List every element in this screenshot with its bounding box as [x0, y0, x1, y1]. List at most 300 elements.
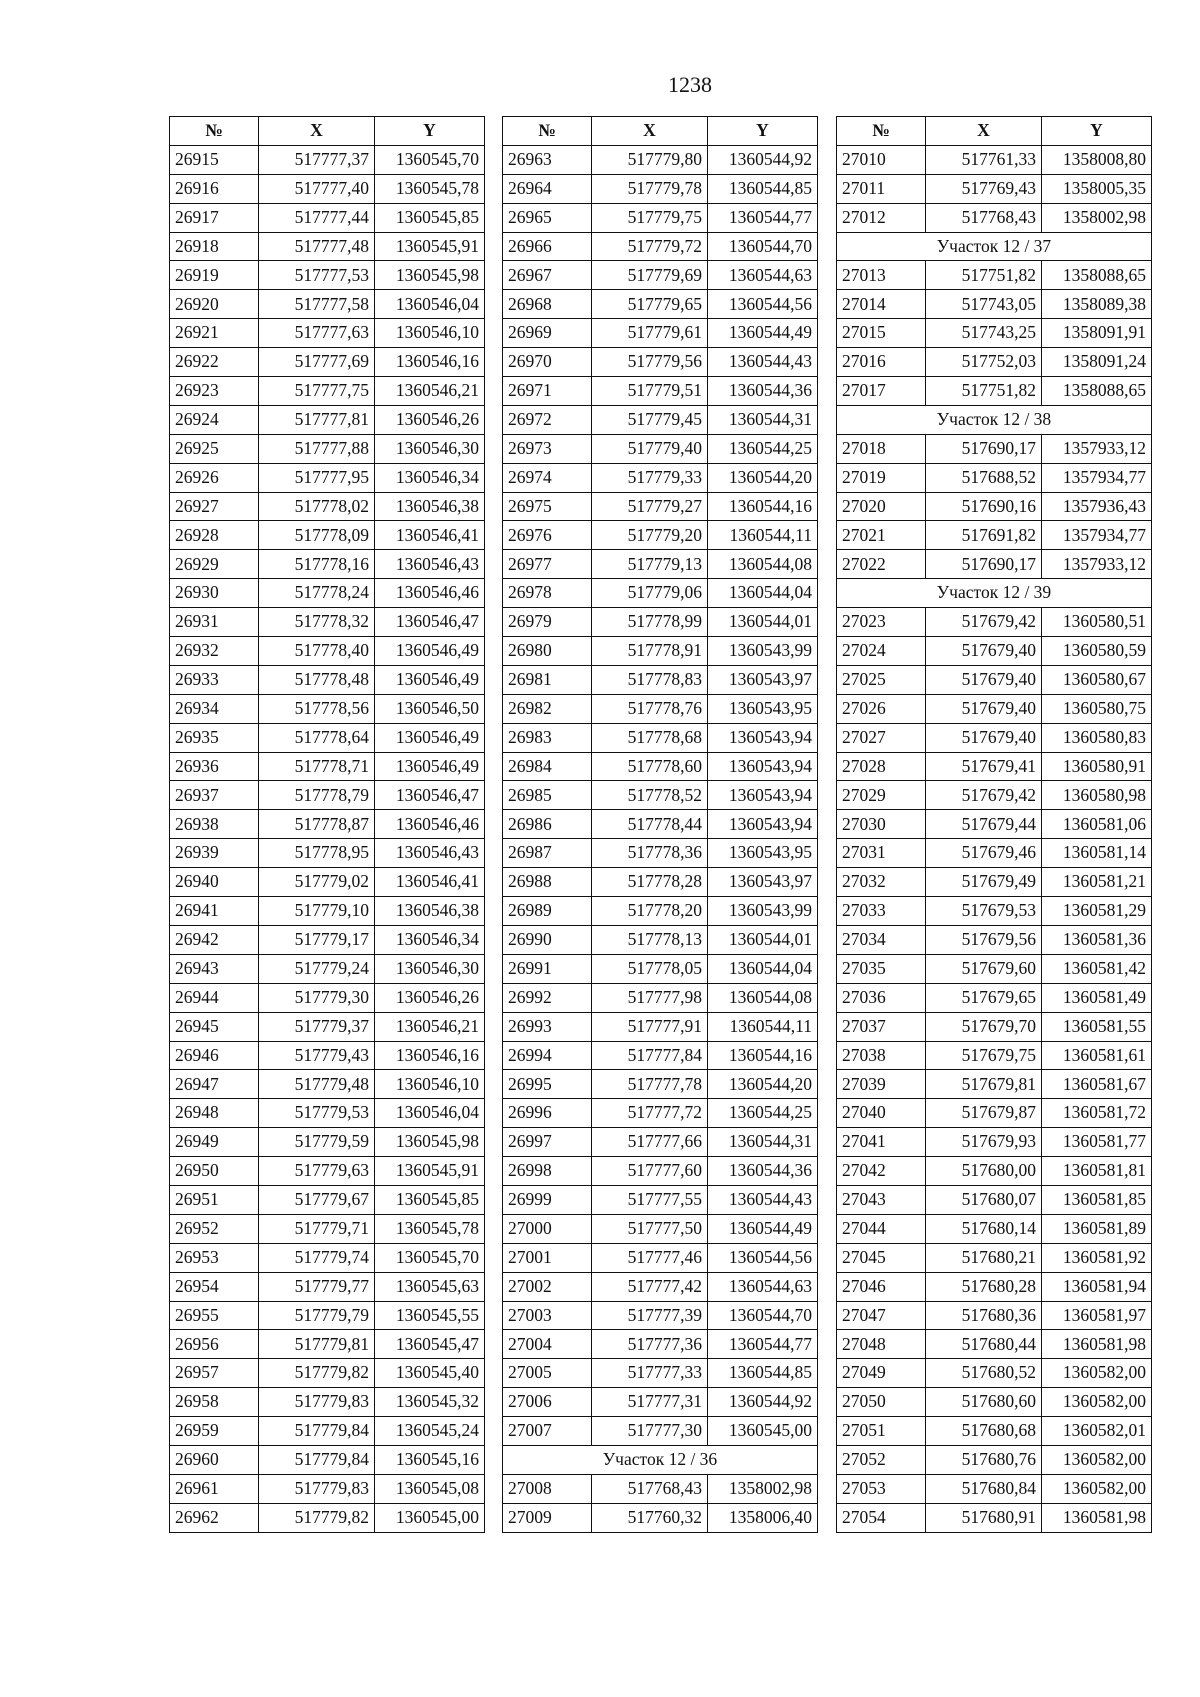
point-number-cell: 27049: [837, 1359, 926, 1388]
section-row: [837, 405, 1152, 434]
x-coordinate-cell: 517778,91: [592, 637, 708, 666]
table-row: [503, 463, 818, 492]
table-row: [503, 550, 818, 579]
y-coordinate-cell: 1360546,47: [375, 781, 485, 810]
x-coordinate-cell: 517779,72: [592, 232, 708, 261]
table-row: [503, 319, 818, 348]
table-row: [837, 1503, 1152, 1532]
y-coordinate-cell: 1360545,40: [375, 1359, 485, 1388]
y-coordinate-cell: 1358006,40: [708, 1503, 818, 1532]
point-number-cell: 26990: [503, 925, 592, 954]
header-number: №: [837, 117, 926, 146]
x-coordinate-cell: 517679,87: [926, 1099, 1042, 1128]
point-number-cell: 26925: [170, 434, 259, 463]
table-row: [170, 377, 485, 406]
table-row: [503, 694, 818, 723]
section-label: Участок 12 / 36: [503, 1445, 818, 1474]
y-coordinate-cell: 1360545,16: [375, 1445, 485, 1474]
point-number-cell: 26984: [503, 752, 592, 781]
point-number-cell: 27003: [503, 1301, 592, 1330]
point-number-cell: 26996: [503, 1099, 592, 1128]
x-coordinate-cell: 517679,56: [926, 925, 1042, 954]
table-row: [503, 781, 818, 810]
table-row: [503, 954, 818, 983]
table-row: [170, 1157, 485, 1186]
table-row: [503, 637, 818, 666]
y-coordinate-cell: 1360546,16: [375, 348, 485, 377]
point-number-cell: 26988: [503, 868, 592, 897]
point-number-cell: 27006: [503, 1388, 592, 1417]
y-coordinate-cell: 1360582,00: [1042, 1359, 1152, 1388]
table-row: [837, 1474, 1152, 1503]
point-number-cell: 26923: [170, 377, 259, 406]
point-number-cell: 26945: [170, 1012, 259, 1041]
x-coordinate-cell: 517779,82: [259, 1503, 375, 1532]
table-row: [170, 1417, 485, 1446]
table-row: [837, 752, 1152, 781]
x-coordinate-cell: 517680,60: [926, 1388, 1042, 1417]
y-coordinate-cell: 1360546,47: [375, 608, 485, 637]
y-coordinate-cell: 1360543,95: [708, 694, 818, 723]
table-row: [837, 1330, 1152, 1359]
y-coordinate-cell: 1360544,49: [708, 319, 818, 348]
y-coordinate-cell: 1360544,11: [708, 1012, 818, 1041]
table-row: [837, 174, 1152, 203]
y-coordinate-cell: 1360543,95: [708, 839, 818, 868]
y-coordinate-cell: 1360546,21: [375, 1012, 485, 1041]
y-coordinate-cell: 1357936,43: [1042, 492, 1152, 521]
point-number-cell: 26944: [170, 983, 259, 1012]
point-number-cell: 27019: [837, 463, 926, 492]
x-coordinate-cell: 517679,81: [926, 1070, 1042, 1099]
table-row: [837, 694, 1152, 723]
table-row: [503, 203, 818, 232]
y-coordinate-cell: 1360544,36: [708, 1157, 818, 1186]
point-number-cell: 27042: [837, 1157, 926, 1186]
point-number-cell: 26920: [170, 290, 259, 319]
point-number-cell: 26973: [503, 434, 592, 463]
y-coordinate-cell: 1360544,31: [708, 1128, 818, 1157]
y-coordinate-cell: 1360545,78: [375, 174, 485, 203]
table-row: [837, 434, 1152, 463]
x-coordinate-cell: 517779,71: [259, 1214, 375, 1243]
y-coordinate-cell: 1360580,59: [1042, 637, 1152, 666]
x-coordinate-cell: 517679,70: [926, 1012, 1042, 1041]
table-row: [170, 434, 485, 463]
table-row: [170, 925, 485, 954]
y-coordinate-cell: 1360546,49: [375, 752, 485, 781]
point-number-cell: 26930: [170, 579, 259, 608]
y-coordinate-cell: 1360543,94: [708, 723, 818, 752]
point-number-cell: 26977: [503, 550, 592, 579]
point-number-cell: 26962: [170, 1503, 259, 1532]
x-coordinate-cell: 517777,33: [592, 1359, 708, 1388]
table-row: [170, 463, 485, 492]
point-number-cell: 26995: [503, 1070, 592, 1099]
section-row: [837, 579, 1152, 608]
y-coordinate-cell: 1360581,72: [1042, 1099, 1152, 1128]
y-coordinate-cell: 1360545,85: [375, 1185, 485, 1214]
y-coordinate-cell: 1360544,20: [708, 1070, 818, 1099]
point-number-cell: 26968: [503, 290, 592, 319]
point-number-cell: 27052: [837, 1445, 926, 1474]
y-coordinate-cell: 1357934,77: [1042, 521, 1152, 550]
point-number-cell: 26971: [503, 377, 592, 406]
point-number-cell: 26965: [503, 203, 592, 232]
x-coordinate-cell: 517679,42: [926, 608, 1042, 637]
point-number-cell: 27001: [503, 1243, 592, 1272]
x-coordinate-cell: 517777,69: [259, 348, 375, 377]
x-coordinate-cell: 517779,83: [259, 1388, 375, 1417]
table-row: [170, 1388, 485, 1417]
point-number-cell: 26954: [170, 1272, 259, 1301]
table-row: [170, 983, 485, 1012]
y-coordinate-cell: 1360544,85: [708, 1359, 818, 1388]
section-label: Участок 12 / 39: [837, 579, 1152, 608]
point-number-cell: 26994: [503, 1041, 592, 1070]
table-row: [503, 1330, 818, 1359]
x-coordinate-cell: 517691,82: [926, 521, 1042, 550]
x-coordinate-cell: 517679,60: [926, 954, 1042, 983]
y-coordinate-cell: 1360544,56: [708, 290, 818, 319]
point-number-cell: 26953: [170, 1243, 259, 1272]
y-coordinate-cell: 1360546,49: [375, 637, 485, 666]
y-coordinate-cell: 1360581,49: [1042, 983, 1152, 1012]
table-row: [837, 550, 1152, 579]
y-coordinate-cell: 1360546,10: [375, 1070, 485, 1099]
x-coordinate-cell: 517778,99: [592, 608, 708, 637]
y-coordinate-cell: 1360545,08: [375, 1474, 485, 1503]
x-coordinate-cell: 517779,84: [259, 1417, 375, 1446]
x-coordinate-cell: 517679,93: [926, 1128, 1042, 1157]
point-number-cell: 27000: [503, 1214, 592, 1243]
x-coordinate-cell: 517777,58: [259, 290, 375, 319]
table-row: [837, 810, 1152, 839]
y-coordinate-cell: 1360546,04: [375, 290, 485, 319]
point-number-cell: 27041: [837, 1128, 926, 1157]
x-coordinate-cell: 517679,46: [926, 839, 1042, 868]
section-row: [837, 232, 1152, 261]
table-row: [170, 810, 485, 839]
table-row: [503, 897, 818, 926]
x-coordinate-cell: 517778,40: [259, 637, 375, 666]
table-row: [170, 174, 485, 203]
point-number-cell: 26980: [503, 637, 592, 666]
x-coordinate-cell: 517688,52: [926, 463, 1042, 492]
y-coordinate-cell: 1360545,70: [375, 1243, 485, 1272]
y-coordinate-cell: 1360543,94: [708, 810, 818, 839]
x-coordinate-cell: 517779,69: [592, 261, 708, 290]
point-number-cell: 26958: [170, 1388, 259, 1417]
y-coordinate-cell: 1360580,67: [1042, 665, 1152, 694]
table-row: [503, 1503, 818, 1532]
y-coordinate-cell: 1360543,94: [708, 781, 818, 810]
y-coordinate-cell: 1360546,41: [375, 868, 485, 897]
y-coordinate-cell: 1360544,56: [708, 1243, 818, 1272]
table-row: [170, 290, 485, 319]
x-coordinate-cell: 517777,37: [259, 145, 375, 174]
point-number-cell: 27027: [837, 723, 926, 752]
y-coordinate-cell: 1360544,77: [708, 203, 818, 232]
x-coordinate-cell: 517779,51: [592, 377, 708, 406]
x-coordinate-cell: 517680,68: [926, 1417, 1042, 1446]
y-coordinate-cell: 1360546,50: [375, 694, 485, 723]
y-coordinate-cell: 1360546,04: [375, 1099, 485, 1128]
point-number-cell: 27031: [837, 839, 926, 868]
point-number-cell: 26924: [170, 405, 259, 434]
table-row: [503, 1214, 818, 1243]
table-row: [503, 1359, 818, 1388]
point-number-cell: 27034: [837, 925, 926, 954]
y-coordinate-cell: 1360543,99: [708, 637, 818, 666]
point-number-cell: 27047: [837, 1301, 926, 1330]
x-coordinate-cell: 517777,30: [592, 1417, 708, 1446]
x-coordinate-cell: 517778,76: [592, 694, 708, 723]
y-coordinate-cell: 1360582,00: [1042, 1388, 1152, 1417]
table-row: [170, 1503, 485, 1532]
x-coordinate-cell: 517679,40: [926, 723, 1042, 752]
table-row: [503, 1041, 818, 1070]
point-number-cell: 27020: [837, 492, 926, 521]
table-row: [837, 723, 1152, 752]
table-row: [503, 1157, 818, 1186]
table-row: [837, 1128, 1152, 1157]
point-number-cell: 26963: [503, 145, 592, 174]
x-coordinate-cell: 517751,82: [926, 377, 1042, 406]
y-coordinate-cell: 1360581,21: [1042, 868, 1152, 897]
table-row: [170, 868, 485, 897]
table-row: [837, 1070, 1152, 1099]
table-row: [503, 810, 818, 839]
x-coordinate-cell: 517779,74: [259, 1243, 375, 1272]
x-coordinate-cell: 517779,27: [592, 492, 708, 521]
y-coordinate-cell: 1360544,25: [708, 1099, 818, 1128]
x-coordinate-cell: 517760,32: [592, 1503, 708, 1532]
table-row: [837, 1157, 1152, 1186]
header-number: №: [503, 117, 592, 146]
point-number-cell: 26992: [503, 983, 592, 1012]
y-coordinate-cell: 1360545,78: [375, 1214, 485, 1243]
y-coordinate-cell: 1360581,67: [1042, 1070, 1152, 1099]
table-row: [170, 145, 485, 174]
x-coordinate-cell: 517680,21: [926, 1243, 1042, 1272]
table-row: [170, 348, 485, 377]
point-number-cell: 26983: [503, 723, 592, 752]
x-coordinate-cell: 517779,84: [259, 1445, 375, 1474]
x-coordinate-cell: 517777,91: [592, 1012, 708, 1041]
table-row: [837, 261, 1152, 290]
x-coordinate-cell: 517779,67: [259, 1185, 375, 1214]
y-coordinate-cell: 1360546,38: [375, 492, 485, 521]
table-row: [837, 1359, 1152, 1388]
x-coordinate-cell: 517779,13: [592, 550, 708, 579]
y-coordinate-cell: 1360544,43: [708, 1185, 818, 1214]
point-number-cell: 26936: [170, 752, 259, 781]
x-coordinate-cell: 517779,02: [259, 868, 375, 897]
table-row: [503, 348, 818, 377]
point-number-cell: 26985: [503, 781, 592, 810]
x-coordinate-cell: 517779,37: [259, 1012, 375, 1041]
y-coordinate-cell: 1360546,16: [375, 1041, 485, 1070]
y-coordinate-cell: 1360544,92: [708, 1388, 818, 1417]
table-row: [503, 723, 818, 752]
header-y: Y: [1042, 117, 1152, 146]
y-coordinate-cell: 1360546,21: [375, 377, 485, 406]
y-coordinate-cell: 1358091,91: [1042, 319, 1152, 348]
x-coordinate-cell: 517779,77: [259, 1272, 375, 1301]
x-coordinate-cell: 517679,40: [926, 665, 1042, 694]
table-row: [837, 1243, 1152, 1272]
table-row: [503, 1185, 818, 1214]
table-row: [837, 983, 1152, 1012]
y-coordinate-cell: 1360546,46: [375, 579, 485, 608]
point-number-cell: 26947: [170, 1070, 259, 1099]
x-coordinate-cell: 517779,59: [259, 1128, 375, 1157]
y-coordinate-cell: 1360581,81: [1042, 1157, 1152, 1186]
y-coordinate-cell: 1360543,99: [708, 897, 818, 926]
y-coordinate-cell: 1360544,11: [708, 521, 818, 550]
y-coordinate-cell: 1360543,94: [708, 752, 818, 781]
x-coordinate-cell: 517690,16: [926, 492, 1042, 521]
x-coordinate-cell: 517779,33: [592, 463, 708, 492]
x-coordinate-cell: 517779,40: [592, 434, 708, 463]
header-y: Y: [375, 117, 485, 146]
point-number-cell: 26974: [503, 463, 592, 492]
table-row: [837, 839, 1152, 868]
section-label: Участок 12 / 37: [837, 232, 1152, 261]
point-number-cell: 27024: [837, 637, 926, 666]
y-coordinate-cell: 1360581,14: [1042, 839, 1152, 868]
table-row: [503, 1272, 818, 1301]
y-coordinate-cell: 1360544,04: [708, 954, 818, 983]
y-coordinate-cell: 1360545,63: [375, 1272, 485, 1301]
table-row: [503, 1099, 818, 1128]
point-number-cell: 26979: [503, 608, 592, 637]
y-coordinate-cell: 1360581,55: [1042, 1012, 1152, 1041]
x-coordinate-cell: 517779,48: [259, 1070, 375, 1099]
table-row: [170, 781, 485, 810]
point-number-cell: 26969: [503, 319, 592, 348]
x-coordinate-cell: 517777,95: [259, 463, 375, 492]
header-number: №: [170, 117, 259, 146]
x-coordinate-cell: 517778,52: [592, 781, 708, 810]
point-number-cell: 27025: [837, 665, 926, 694]
x-coordinate-cell: 517777,72: [592, 1099, 708, 1128]
point-number-cell: 26956: [170, 1330, 259, 1359]
x-coordinate-cell: 517777,40: [259, 174, 375, 203]
table-row: [837, 1041, 1152, 1070]
y-coordinate-cell: 1360581,94: [1042, 1272, 1152, 1301]
y-coordinate-cell: 1360580,83: [1042, 723, 1152, 752]
y-coordinate-cell: 1360546,49: [375, 665, 485, 694]
table-row: [170, 637, 485, 666]
table-row: [837, 925, 1152, 954]
x-coordinate-cell: 517779,24: [259, 954, 375, 983]
x-coordinate-cell: 517777,36: [592, 1330, 708, 1359]
point-number-cell: 26978: [503, 579, 592, 608]
point-number-cell: 26948: [170, 1099, 259, 1128]
table-row: [503, 1474, 818, 1503]
x-coordinate-cell: 517779,53: [259, 1099, 375, 1128]
x-coordinate-cell: 517779,75: [592, 203, 708, 232]
table-row: [837, 608, 1152, 637]
table-row: [170, 694, 485, 723]
y-coordinate-cell: 1360544,04: [708, 579, 818, 608]
point-number-cell: 26926: [170, 463, 259, 492]
header-x: X: [259, 117, 375, 146]
x-coordinate-cell: 517779,63: [259, 1157, 375, 1186]
y-coordinate-cell: 1360581,42: [1042, 954, 1152, 983]
table-row: [170, 665, 485, 694]
y-coordinate-cell: 1360580,98: [1042, 781, 1152, 810]
table-row: [170, 203, 485, 232]
x-coordinate-cell: 517680,07: [926, 1185, 1042, 1214]
x-coordinate-cell: 517679,40: [926, 694, 1042, 723]
x-coordinate-cell: 517778,24: [259, 579, 375, 608]
y-coordinate-cell: 1358002,98: [1042, 203, 1152, 232]
y-coordinate-cell: 1360581,92: [1042, 1243, 1152, 1272]
table-row: [170, 752, 485, 781]
y-coordinate-cell: 1360546,34: [375, 463, 485, 492]
table-row: [837, 145, 1152, 174]
y-coordinate-cell: 1358005,35: [1042, 174, 1152, 203]
table-row: [170, 550, 485, 579]
table-row: [170, 1099, 485, 1128]
x-coordinate-cell: 517778,95: [259, 839, 375, 868]
point-number-cell: 26966: [503, 232, 592, 261]
y-coordinate-cell: 1360581,97: [1042, 1301, 1152, 1330]
y-coordinate-cell: 1360582,00: [1042, 1445, 1152, 1474]
y-coordinate-cell: 1360580,75: [1042, 694, 1152, 723]
x-coordinate-cell: 517679,41: [926, 752, 1042, 781]
x-coordinate-cell: 517779,82: [259, 1359, 375, 1388]
y-coordinate-cell: 1360544,36: [708, 377, 818, 406]
table-row: [170, 1445, 485, 1474]
point-number-cell: 27040: [837, 1099, 926, 1128]
point-number-cell: 26999: [503, 1185, 592, 1214]
point-number-cell: 27035: [837, 954, 926, 983]
point-number-cell: 27038: [837, 1041, 926, 1070]
point-number-cell: 26964: [503, 174, 592, 203]
x-coordinate-cell: 517777,53: [259, 261, 375, 290]
x-coordinate-cell: 517778,05: [592, 954, 708, 983]
point-number-cell: 26950: [170, 1157, 259, 1186]
point-number-cell: 27039: [837, 1070, 926, 1099]
table-row: [170, 1185, 485, 1214]
table-row: [170, 1359, 485, 1388]
point-number-cell: 26975: [503, 492, 592, 521]
y-coordinate-cell: 1360544,63: [708, 261, 818, 290]
table-row: [837, 1445, 1152, 1474]
y-coordinate-cell: 1357934,77: [1042, 463, 1152, 492]
y-coordinate-cell: 1360544,25: [708, 434, 818, 463]
x-coordinate-cell: 517679,42: [926, 781, 1042, 810]
x-coordinate-cell: 517680,36: [926, 1301, 1042, 1330]
point-number-cell: 27010: [837, 145, 926, 174]
point-number-cell: 26932: [170, 637, 259, 666]
coordinates-table-3: [836, 116, 1152, 1533]
table-row: [170, 232, 485, 261]
point-number-cell: 26916: [170, 174, 259, 203]
point-number-cell: 27036: [837, 983, 926, 1012]
table-row: [837, 1185, 1152, 1214]
point-number-cell: 27023: [837, 608, 926, 637]
y-coordinate-cell: 1360546,38: [375, 897, 485, 926]
table-row: [503, 1243, 818, 1272]
table-row: [170, 954, 485, 983]
x-coordinate-cell: 517679,44: [926, 810, 1042, 839]
coordinates-table-1: [169, 116, 485, 1533]
